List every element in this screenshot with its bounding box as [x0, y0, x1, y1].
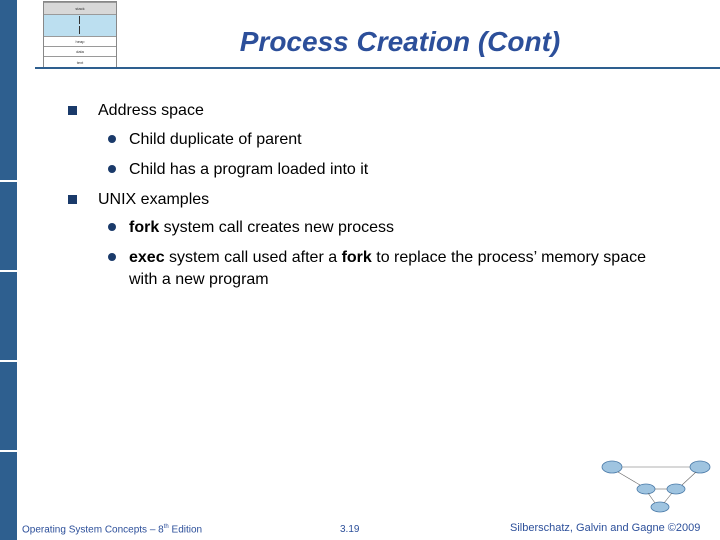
bullet-text: UNIX examples	[98, 191, 210, 208]
square-bullet-icon	[68, 106, 77, 115]
memory-layout-thumbnail	[43, 1, 117, 69]
round-bullet-icon	[108, 253, 116, 261]
footer-book-title: Operating System Concepts – 8th Edition	[22, 524, 203, 536]
square-bullet-icon	[68, 195, 77, 204]
memory-text-label: text	[44, 56, 116, 68]
left-accent-bar	[0, 0, 17, 540]
subbullet-text: Child duplicate of parent	[129, 131, 302, 148]
title-divider	[35, 67, 720, 69]
slide-title: Process Creation (Cont)	[239, 26, 561, 57]
memory-stack-label: stack	[44, 2, 116, 15]
subbullet-text: fork system call creates new process	[129, 219, 394, 236]
subbullet-text: exec system call used after a fork to replace the process’ memory space with a new program	[129, 249, 646, 288]
memory-data-label: data	[44, 46, 116, 57]
down-arrow-icon	[79, 16, 80, 24]
footer-copyright: Silberschatz, Galvin and Gagne ©2009	[510, 522, 701, 534]
round-bullet-icon	[108, 135, 116, 143]
keyword-exec: exec	[129, 249, 165, 266]
bullet-text: Address space	[98, 102, 204, 119]
footer-page-number: 3.19	[340, 524, 360, 535]
memory-heap-label: heap	[44, 36, 116, 47]
process-state-diagram-thumbnail	[600, 455, 712, 517]
keyword-fork: fork	[129, 219, 160, 236]
up-arrow-icon	[79, 26, 80, 34]
round-bullet-icon	[108, 223, 116, 231]
subbullet-text: Child has a program loaded into it	[129, 161, 369, 178]
keyword-fork: fork	[341, 249, 372, 266]
round-bullet-icon	[108, 165, 116, 173]
